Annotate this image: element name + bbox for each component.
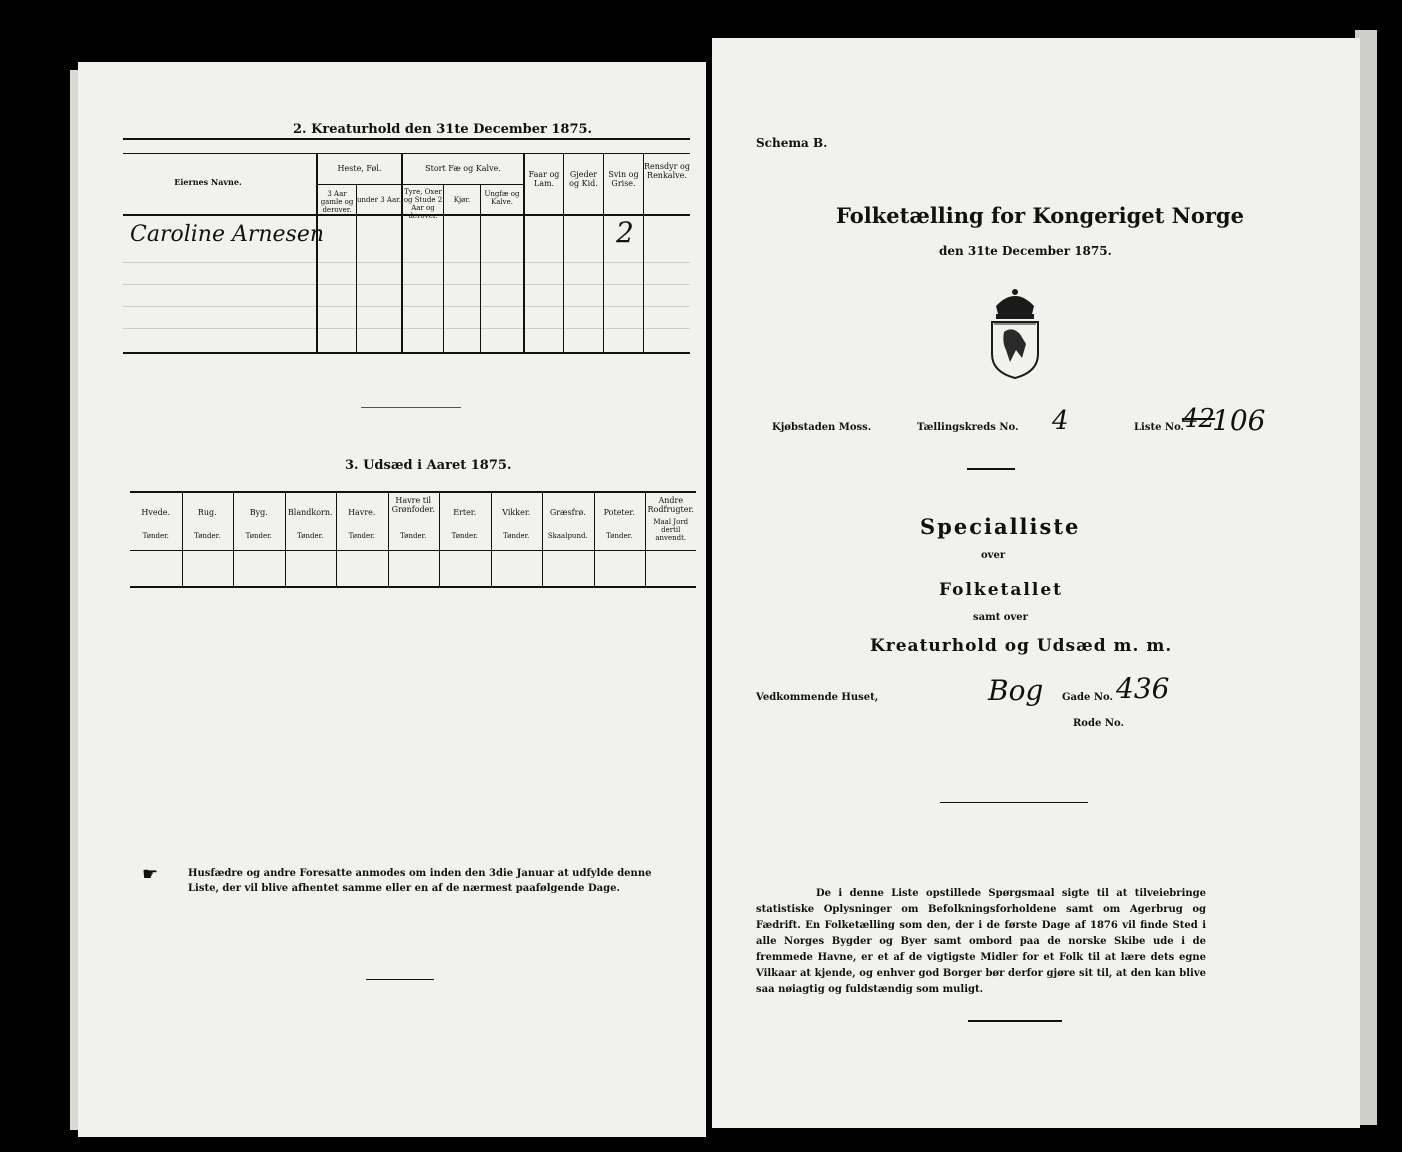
crop-unit: Tønder. (194, 532, 221, 540)
heste-sub1: 3 Aar gamle og derover. (320, 190, 354, 214)
rule (336, 491, 337, 588)
rule (491, 491, 492, 588)
separator (366, 979, 434, 980)
rule (123, 284, 690, 285)
rule (401, 153, 403, 354)
heste-header: Heste, Føl. (337, 164, 382, 173)
svin-header: Svin og Grise. (608, 170, 639, 188)
right-page (712, 38, 1360, 1128)
kjobstad-label: Kjøbstaden Moss. (772, 422, 872, 433)
separator (968, 1020, 1062, 1022)
rule (233, 491, 234, 588)
rule (123, 262, 690, 263)
rule (130, 550, 696, 551)
notice-text: Husfædre og andre Foresatte anmodes om inden den 3die Januar at udfylde denne Liste, der vil blive afhentet samme eller en af de nærmest paafølgende Dage. (188, 868, 652, 894)
rensdyr-header: Rensdyr og Renkalve. (644, 162, 690, 180)
samt-over-label: samt over (973, 612, 1028, 623)
crop-header: Græsfrø. (549, 508, 586, 517)
rule (130, 491, 696, 493)
owner-name: Caroline Arnesen (130, 222, 325, 247)
rule (316, 153, 318, 354)
crop-header: Havre. (348, 508, 376, 517)
folketallet-heading: Folketallet (939, 580, 1063, 600)
crop-unit: Tønder. (503, 532, 530, 540)
rule (594, 491, 595, 588)
rule (182, 491, 183, 588)
gade-value: 436 (1116, 672, 1170, 705)
crop-unit: Tønder. (348, 532, 375, 540)
specialliste-heading: Specialliste (920, 514, 1081, 539)
liste-value: 106 (1212, 404, 1266, 437)
rule (356, 184, 357, 354)
storfae-sub3: Ungfæ og Kalve. (484, 190, 520, 206)
rule (645, 491, 646, 588)
over-label: over (981, 550, 1006, 561)
crop-header: Erter. (453, 508, 477, 517)
rule (480, 184, 481, 354)
section3-title: 3. Udsæd i Aaret 1875. (345, 458, 512, 473)
rode-label: Rode No. (1073, 718, 1124, 729)
crop-header: Rug. (197, 508, 217, 517)
separator (940, 802, 1088, 803)
crop-header: Vikker. (502, 508, 531, 517)
rule (443, 184, 444, 354)
rule (123, 306, 690, 307)
crop-unit: Tønder. (142, 532, 169, 540)
crop-header: Andre Rodfrugter. (647, 496, 694, 514)
rule (285, 491, 286, 588)
storfae-sub2: Kjør. (453, 196, 471, 204)
pointing-hand-icon: ☛ (142, 864, 159, 885)
rule (643, 153, 644, 354)
rule (123, 138, 690, 140)
owner-header: Eiernes Navne. (174, 177, 242, 187)
crop-unit: Maal Jord dertil anvendt. (653, 518, 689, 542)
crop-header: Poteter. (603, 508, 635, 517)
rule (316, 184, 402, 185)
crop-header: Hvede. (141, 508, 171, 517)
storfae-sub1: Tyre, Oxer og Stude 2 Aar og derover. (403, 188, 443, 220)
crop-header: Blandkorn. (287, 508, 333, 517)
crop-unit: Tønder. (606, 532, 633, 540)
rule (401, 184, 523, 185)
crop-header: Byg. (249, 508, 268, 517)
section2-title: 2. Kreaturhold den 31te December 1875. (293, 122, 593, 137)
crop-unit: Tønder. (400, 532, 427, 540)
crop-header: Havre til Grønfoder. (391, 496, 435, 514)
separator (361, 407, 461, 408)
crop-unit: Tønder. (245, 532, 272, 540)
separator (967, 468, 1015, 470)
svin-count: 2 (616, 216, 634, 249)
storfae-header: Stort Fæ og Kalve. (425, 164, 501, 173)
coat-of-arms-icon (982, 284, 1048, 380)
faar-header: Faar og Lam. (528, 170, 560, 188)
crop-unit: Tønder. (297, 532, 324, 540)
rule (123, 153, 690, 154)
gjeder-header: Gjeder og Kid. (569, 170, 598, 188)
liste-label: Liste No. (1134, 422, 1185, 433)
rule (130, 586, 696, 588)
vedkommende-label: Vedkommende Huset, (756, 692, 879, 703)
kreds-label: Tællingskreds No. (917, 422, 1019, 433)
rule (123, 352, 690, 354)
rule (439, 491, 440, 588)
rule (123, 328, 690, 329)
kreaturhold-heading: Kreaturhold og Udsæd m. m. (870, 636, 1173, 656)
crop-unit: Tønder. (451, 532, 478, 540)
liste-struck: 42 (1182, 404, 1216, 434)
street-value: Bog (988, 674, 1044, 707)
schema-label: Schema B. (756, 136, 828, 150)
gade-label: Gade No. (1062, 692, 1113, 703)
rule (542, 491, 543, 588)
crop-unit: Skaalpund. (547, 532, 588, 540)
explanatory-paragraph: De i denne Liste opstillede Spørgsmaal sigte til at tilveiebringe statistiske Oplysninger om Befolkningsforholdene samt om Agerbrug og Fædrift. En Folketælling som den, der i de første Dage af 1876 vil finde Sted i alle Norges Bygder og Byer samt ombord paa de norske Skibe ude i de fremmede Havne, er et af de vigtigste Midler for et Folk til at lære dets egne Vilkaar at kjende, og enhver god Borger bør derfor gjøre sit til, at den kan blive saa nøiagtig og fuldstændig som muligt. (756, 888, 1206, 995)
left-page (78, 62, 706, 1137)
heste-sub2: under 3 Aar. (357, 196, 401, 204)
kreds-value: 4 (1052, 406, 1069, 436)
date-line: den 31te December 1875. (939, 244, 1112, 258)
rule (388, 491, 389, 588)
main-title: Folketælling for Kongeriget Norge (836, 203, 1244, 228)
